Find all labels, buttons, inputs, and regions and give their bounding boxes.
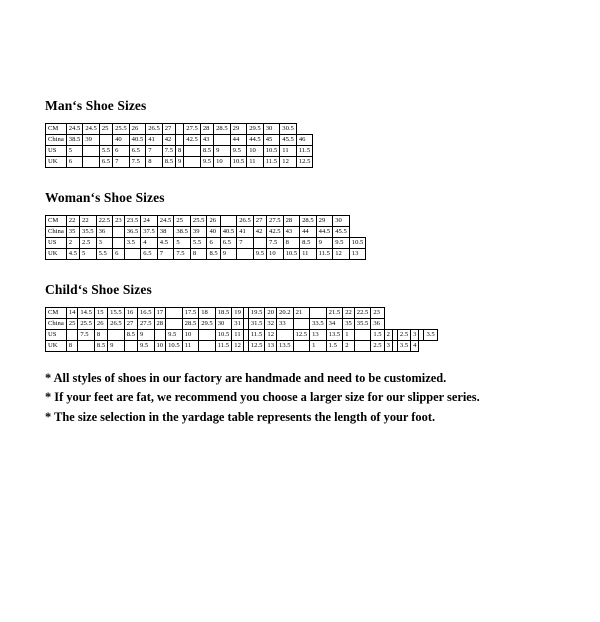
section-womens-shoe-sizes xyxy=(45,190,565,260)
cell: 8.5 xyxy=(207,249,220,260)
cell: 22 xyxy=(66,216,79,227)
cell: 23.5 xyxy=(124,216,141,227)
cell: 25 xyxy=(66,319,78,330)
cell: 4.5 xyxy=(66,249,79,260)
cell: 28 xyxy=(283,216,300,227)
cell: 7 xyxy=(113,157,130,168)
cell: 29.5 xyxy=(247,124,264,135)
cell: 8.5 xyxy=(162,157,175,168)
cell: 2 xyxy=(384,330,392,341)
cell: 28 xyxy=(200,124,213,135)
cell: 16.5 xyxy=(137,308,154,319)
cell xyxy=(166,319,183,330)
cell: 2.5 xyxy=(80,238,97,249)
cell: 44.5 xyxy=(316,227,333,238)
cell: 25.5 xyxy=(190,216,207,227)
cell: 44 xyxy=(230,135,247,146)
cell: 38 xyxy=(157,227,174,238)
cell: 12 xyxy=(333,249,350,260)
cell: 5 xyxy=(174,238,191,249)
cell: 8 xyxy=(283,238,300,249)
cell: 10 xyxy=(154,341,166,352)
cell: 41 xyxy=(146,135,163,146)
cell: 45.5 xyxy=(280,135,297,146)
cell: 7.5 xyxy=(78,330,95,341)
cell: 42.5 xyxy=(184,135,201,146)
cell: 24.5 xyxy=(83,124,100,135)
cell: 16 xyxy=(124,308,137,319)
cell: 40.5 xyxy=(129,135,146,146)
cell: 37.5 xyxy=(141,227,158,238)
cell: 13 xyxy=(349,249,366,260)
cell: 5.5 xyxy=(99,146,112,157)
cell: 8 xyxy=(176,146,184,157)
section-mens-shoe-sizes xyxy=(45,98,565,168)
cell: 28.5 xyxy=(214,124,231,135)
cell: 19.5 xyxy=(248,308,265,319)
row-label-us: US xyxy=(46,238,67,249)
section-childs-shoe-sizes xyxy=(45,282,565,352)
cell: 18.5 xyxy=(215,308,232,319)
cell: 17 xyxy=(154,308,166,319)
cell: 10 xyxy=(247,146,264,157)
cell: 1 xyxy=(343,330,355,341)
size-table-womens xyxy=(45,215,366,260)
cell: 30 xyxy=(333,216,350,227)
cell: 9.5 xyxy=(253,249,266,260)
table-row xyxy=(46,238,366,249)
cell xyxy=(354,330,371,341)
cell: 25 xyxy=(174,216,191,227)
cell: 6 xyxy=(66,157,83,168)
cell: 2 xyxy=(66,238,79,249)
cell: 11.5 xyxy=(248,330,265,341)
table-row xyxy=(46,124,313,135)
cell: 27 xyxy=(253,216,266,227)
cell xyxy=(310,308,327,319)
cell: 3.5 xyxy=(397,341,410,352)
cell: 9 xyxy=(316,238,333,249)
cell xyxy=(113,238,125,249)
cell: 7.5 xyxy=(162,146,175,157)
cell: 12 xyxy=(232,341,244,352)
cell: 12.5 xyxy=(296,157,313,168)
cell: 40.5 xyxy=(220,227,237,238)
cell: 10.5 xyxy=(263,146,280,157)
cell: 25.5 xyxy=(113,124,130,135)
cell: 7 xyxy=(146,146,163,157)
cell: 15 xyxy=(94,308,107,319)
cell: 12.5 xyxy=(293,330,310,341)
cell: 2 xyxy=(343,341,355,352)
cell: 22.5 xyxy=(96,216,113,227)
cell: 8.5 xyxy=(300,238,317,249)
cell: 30 xyxy=(263,124,280,135)
cell: 27 xyxy=(162,124,175,135)
cell: 6.5 xyxy=(129,146,146,157)
cell: 27.5 xyxy=(184,124,201,135)
cell: 36.5 xyxy=(124,227,141,238)
cell: 12.5 xyxy=(248,341,265,352)
cell xyxy=(99,135,112,146)
cell: 11.5 xyxy=(316,249,333,260)
size-table-mens xyxy=(45,123,313,168)
cell: 18 xyxy=(199,308,216,319)
cell: 11.5 xyxy=(263,157,280,168)
cell: 42.5 xyxy=(267,227,284,238)
cell: 9 xyxy=(214,146,231,157)
row-label-china: China xyxy=(46,319,67,330)
cell: 14 xyxy=(66,308,78,319)
cell: 8.5 xyxy=(124,330,137,341)
cell: 45.5 xyxy=(333,227,350,238)
cell: 10 xyxy=(182,330,199,341)
cell xyxy=(220,216,237,227)
cell: 24 xyxy=(141,216,158,227)
cell: 26.5 xyxy=(108,319,125,330)
cell: 27.5 xyxy=(267,216,284,227)
cell: 28.5 xyxy=(300,216,317,227)
cell: 38.5 xyxy=(66,135,83,146)
cell: 11 xyxy=(300,249,317,260)
cell xyxy=(154,330,166,341)
cell: 35.5 xyxy=(80,227,97,238)
cell xyxy=(354,341,371,352)
cell: 44 xyxy=(300,227,317,238)
cell: 4.5 xyxy=(157,238,174,249)
cell: 3 xyxy=(411,330,419,341)
cell: 20.2 xyxy=(277,308,294,319)
cell: 1.5 xyxy=(371,330,384,341)
note-fat-feet: * If your feet are fat, we recommend you choose a larger size for our slipper series. xyxy=(45,390,480,405)
cell: 10.5 xyxy=(166,341,183,352)
cell: 7 xyxy=(237,238,254,249)
cell: 13 xyxy=(310,330,327,341)
table-row xyxy=(46,308,438,319)
cell: 9 xyxy=(176,157,184,168)
cell: 8 xyxy=(190,249,207,260)
cell: 10 xyxy=(267,249,284,260)
table-row xyxy=(46,330,438,341)
cell: 36 xyxy=(96,227,113,238)
cell: 6 xyxy=(207,238,220,249)
cell: 7 xyxy=(157,249,174,260)
cell: 10.5 xyxy=(283,249,300,260)
cell: 27.5 xyxy=(137,319,154,330)
note-yardage-table: * The size selection in the yardage table represents the length of your foot. xyxy=(45,409,436,424)
cell: 30 xyxy=(215,319,232,330)
cell: 6 xyxy=(113,249,125,260)
cell xyxy=(214,135,231,146)
table-row xyxy=(46,319,438,330)
cell: 9.5 xyxy=(166,330,183,341)
cell: 26 xyxy=(94,319,107,330)
cell xyxy=(108,330,125,341)
row-label-uk: UK xyxy=(46,341,67,352)
cell: 19 xyxy=(232,308,244,319)
cell: 33 xyxy=(277,319,294,330)
cell: 6.5 xyxy=(141,249,158,260)
cell: 35 xyxy=(343,319,355,330)
cell: 35.5 xyxy=(354,319,371,330)
cell: 9 xyxy=(220,249,237,260)
cell: 31 xyxy=(232,319,244,330)
cell xyxy=(293,319,310,330)
cell: 25.5 xyxy=(78,319,95,330)
cell: 8.5 xyxy=(94,341,107,352)
cell xyxy=(277,330,294,341)
cell: 23 xyxy=(371,308,384,319)
cell xyxy=(237,249,254,260)
cell: 35 xyxy=(66,227,79,238)
cell: 8.5 xyxy=(200,146,213,157)
row-label-cm: CM xyxy=(46,216,67,227)
cell: 44.5 xyxy=(247,135,264,146)
table-row xyxy=(46,157,313,168)
cell: 22 xyxy=(343,308,355,319)
cell: 33.5 xyxy=(310,319,327,330)
cell: 3.5 xyxy=(424,330,437,341)
cell: 34 xyxy=(326,319,343,330)
cell: 22 xyxy=(80,216,97,227)
cell: 17.5 xyxy=(182,308,199,319)
cell: 8 xyxy=(146,157,163,168)
cell: 5.5 xyxy=(190,238,207,249)
cell: 9.5 xyxy=(137,341,154,352)
cell: 1.5 xyxy=(326,341,343,352)
cell xyxy=(83,157,100,168)
cell: 38.5 xyxy=(174,227,191,238)
cell: 31.5 xyxy=(248,319,265,330)
cell: 21.5 xyxy=(326,308,343,319)
table-row xyxy=(46,146,313,157)
cell: 11 xyxy=(182,341,199,352)
cell: 13.5 xyxy=(277,341,294,352)
cell: 28.5 xyxy=(182,319,199,330)
cell: 11.5 xyxy=(296,146,313,157)
cell: 40 xyxy=(207,227,220,238)
cell: 28 xyxy=(154,319,166,330)
cell: 7.5 xyxy=(129,157,146,168)
cell: 23 xyxy=(113,216,125,227)
table-row xyxy=(46,249,366,260)
cell xyxy=(293,341,310,352)
cell: 20 xyxy=(265,308,277,319)
row-label-china: China xyxy=(46,135,67,146)
cell: 14.5 xyxy=(78,308,95,319)
cell: 3.5 xyxy=(124,238,141,249)
cell: 6.5 xyxy=(220,238,237,249)
row-label-us: US xyxy=(46,146,67,157)
cell: 1 xyxy=(310,341,327,352)
cell: 9 xyxy=(137,330,154,341)
cell: 13.5 xyxy=(326,330,343,341)
cell: 9.5 xyxy=(333,238,350,249)
cell: 15.5 xyxy=(108,308,125,319)
cell: 39 xyxy=(83,135,100,146)
cell: 10.5 xyxy=(230,157,247,168)
cell: 22.5 xyxy=(354,308,371,319)
cell: 26.5 xyxy=(237,216,254,227)
cell: 9.5 xyxy=(200,157,213,168)
cell: 26 xyxy=(129,124,146,135)
cell xyxy=(66,330,78,341)
cell: 40 xyxy=(113,135,130,146)
cell xyxy=(78,341,95,352)
note-handmade: * All styles of shoes in our factory are handmade and need to be customized. xyxy=(45,371,447,385)
table-row xyxy=(46,216,366,227)
cell: 43 xyxy=(283,227,300,238)
cell xyxy=(176,124,184,135)
cell: 9 xyxy=(108,341,125,352)
cell: 39 xyxy=(190,227,207,238)
row-label-uk: UK xyxy=(46,157,67,168)
cell xyxy=(184,157,201,168)
cell: 7.5 xyxy=(174,249,191,260)
table-row xyxy=(46,135,313,146)
cell: 29 xyxy=(230,124,247,135)
cell: 6 xyxy=(113,146,130,157)
cell: 46 xyxy=(296,135,313,146)
cell: 30.5 xyxy=(280,124,297,135)
page-title-mens: Man‘s Shoe Sizes xyxy=(45,98,147,113)
page-title-womens: Woman‘s Shoe Sizes xyxy=(45,190,165,205)
cell: 2.5 xyxy=(371,341,384,352)
cell: 41 xyxy=(237,227,254,238)
cell: 5 xyxy=(80,249,97,260)
cell: 43 xyxy=(200,135,213,146)
cell: 4 xyxy=(411,341,419,352)
cell: 12 xyxy=(280,157,297,168)
cell: 42 xyxy=(253,227,266,238)
cell: 10.5 xyxy=(215,330,232,341)
row-label-us: US xyxy=(46,330,67,341)
cell: 26 xyxy=(207,216,220,227)
cell: 3 xyxy=(96,238,113,249)
cell: 4 xyxy=(141,238,158,249)
cell: 9.5 xyxy=(230,146,247,157)
cell xyxy=(83,146,100,157)
cell xyxy=(253,238,266,249)
document-content xyxy=(45,98,565,428)
row-label-cm: CM xyxy=(46,308,67,319)
cell: 5 xyxy=(66,146,83,157)
table-row xyxy=(46,227,366,238)
cell: 11 xyxy=(232,330,244,341)
cell: 8 xyxy=(94,330,107,341)
row-label-uk: UK xyxy=(46,249,67,260)
row-label-china: China xyxy=(46,227,67,238)
cell: 32 xyxy=(265,319,277,330)
notes-list xyxy=(45,370,565,425)
size-table-childs xyxy=(45,307,438,352)
cell: 11.5 xyxy=(215,341,232,352)
cell: 45 xyxy=(263,135,280,146)
table-row xyxy=(46,341,438,352)
cell xyxy=(184,146,201,157)
cell: 7.5 xyxy=(267,238,284,249)
row-label-cm: CM xyxy=(46,124,67,135)
cell: 10 xyxy=(214,157,231,168)
cell: 11 xyxy=(247,157,264,168)
cell xyxy=(199,330,216,341)
cell: 2.5 xyxy=(397,330,410,341)
cell xyxy=(166,308,183,319)
cell: 8 xyxy=(66,341,78,352)
cell: 24.5 xyxy=(66,124,83,135)
cell: 11 xyxy=(280,146,297,157)
cell: 5.5 xyxy=(96,249,113,260)
cell: 21 xyxy=(293,308,310,319)
cell: 13 xyxy=(265,341,277,352)
cell xyxy=(124,341,137,352)
cell: 29.5 xyxy=(199,319,216,330)
cell: 36 xyxy=(371,319,384,330)
cell: 25 xyxy=(99,124,112,135)
cell: 3 xyxy=(384,341,392,352)
cell: 10.5 xyxy=(349,238,366,249)
cell xyxy=(113,227,125,238)
cell: 24.5 xyxy=(157,216,174,227)
cell: 12 xyxy=(265,330,277,341)
cell: 42 xyxy=(162,135,175,146)
cell: 27 xyxy=(124,319,137,330)
page-title-childs: Child‘s Shoe Sizes xyxy=(45,282,152,297)
cell xyxy=(124,249,141,260)
cell xyxy=(199,341,216,352)
cell: 29 xyxy=(316,216,333,227)
cell xyxy=(176,135,184,146)
cell: 6.5 xyxy=(99,157,112,168)
cell: 26.5 xyxy=(146,124,163,135)
